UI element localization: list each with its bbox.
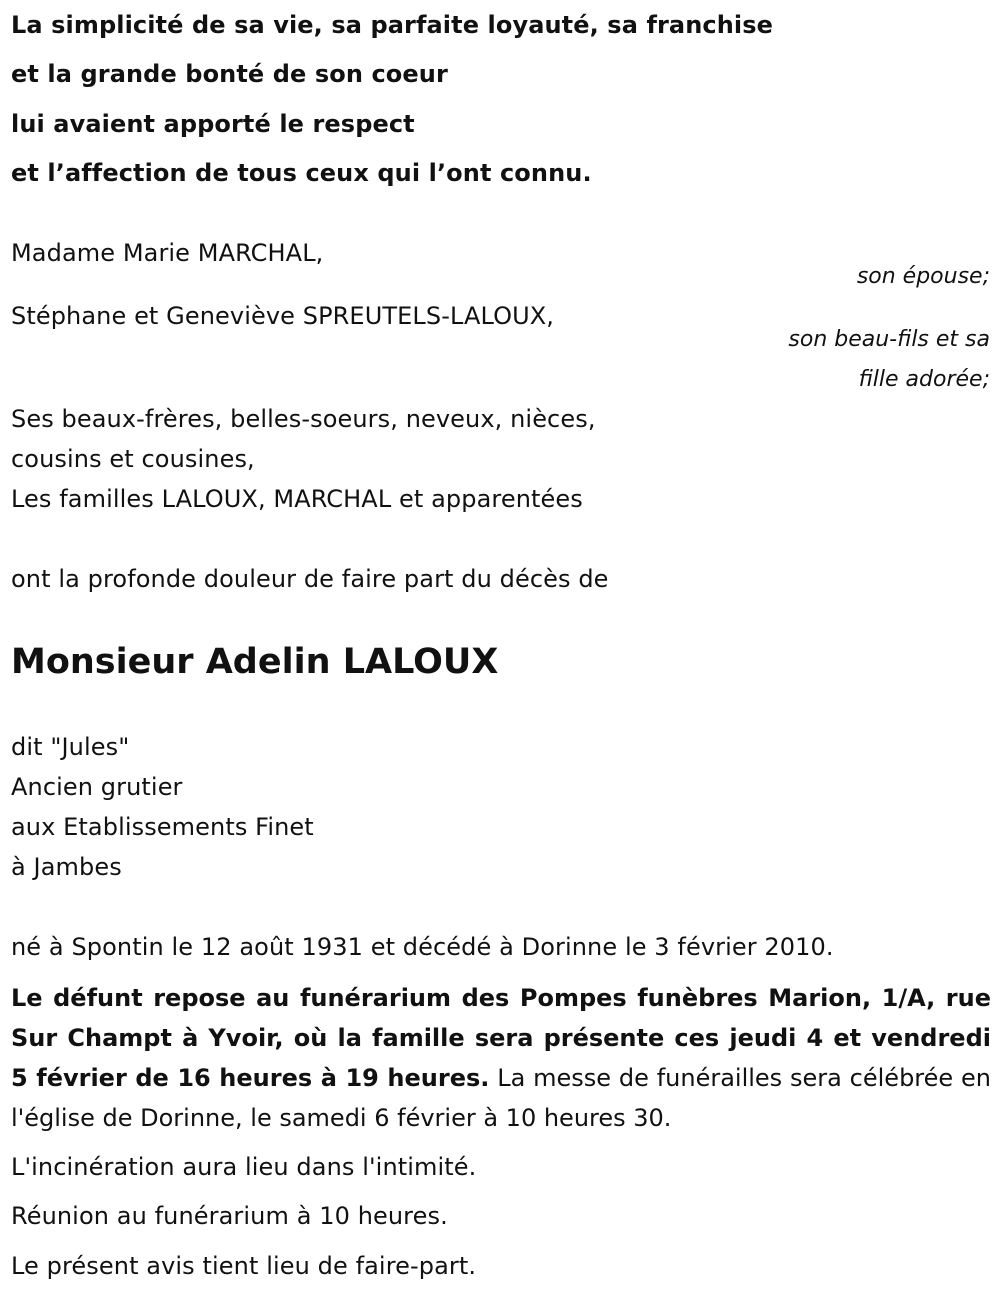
- epitaph-line-2: et la grande bonté de son coeur: [11, 60, 448, 88]
- announcement: ont la profonde douleur de faire part du décès de: [11, 565, 609, 593]
- children-role-line-1: son beau-fils et sa: [788, 327, 990, 352]
- deceased-location: à Jambes: [11, 853, 122, 881]
- viewing-info: Le défunt repose au funérarium des Pompes funèbres Marion, 1/A, rue Sur Champt à Yvoir, où la famille sera présente ces jeudi 4 et vendredi 5 février de 16 heures à 19 heures.: [11, 984, 991, 1092]
- notice-info: Le présent avis tient lieu de faire-part.: [11, 1252, 477, 1280]
- children-role-line-2: fille adorée;: [858, 367, 990, 392]
- deceased-name: Monsieur Adelin LALOUX: [11, 642, 499, 682]
- spouse-role: son épouse;: [856, 264, 990, 289]
- epitaph-line-1: La simplicité de sa vie, sa parfaite loyauté, sa franchise: [11, 11, 773, 39]
- deceased-occupation: Ancien grutier: [11, 773, 183, 801]
- relatives-line-1: Ses beaux-frères, belles-soeurs, neveux, nièces,: [11, 405, 596, 433]
- deceased-employer: aux Etablissements Finet: [11, 813, 314, 841]
- deceased-nickname: dit "Jules": [11, 733, 130, 761]
- meeting-info: Réunion au funérarium à 10 heures.: [11, 1202, 448, 1230]
- children-name: Stéphane et Geneviève SPREUTELS-LALOUX,: [11, 302, 555, 330]
- funeral-paragraph: [11, 978, 991, 1138]
- relatives-line-3: Les familles LALOUX, MARCHAL et apparentées: [11, 485, 583, 513]
- epitaph-line-3: lui avaient apporté le respect: [11, 110, 415, 138]
- epitaph-line-4: et l’affection de tous ceux qui l’ont connu.: [11, 159, 592, 187]
- birth-death: né à Spontin le 12 août 1931 et décédé à Dorinne le 3 février 2010.: [11, 933, 834, 961]
- spouse-name: Madame Marie MARCHAL,: [11, 239, 324, 267]
- mass-info: La messe de funérailles sera célébrée en l'église de Dorinne, le samedi 6 février à 10 heures 30.: [11, 1064, 991, 1132]
- relatives-line-2: cousins et cousines,: [11, 445, 255, 473]
- cremation-info: L'incinération aura lieu dans l'intimité.: [11, 1153, 477, 1181]
